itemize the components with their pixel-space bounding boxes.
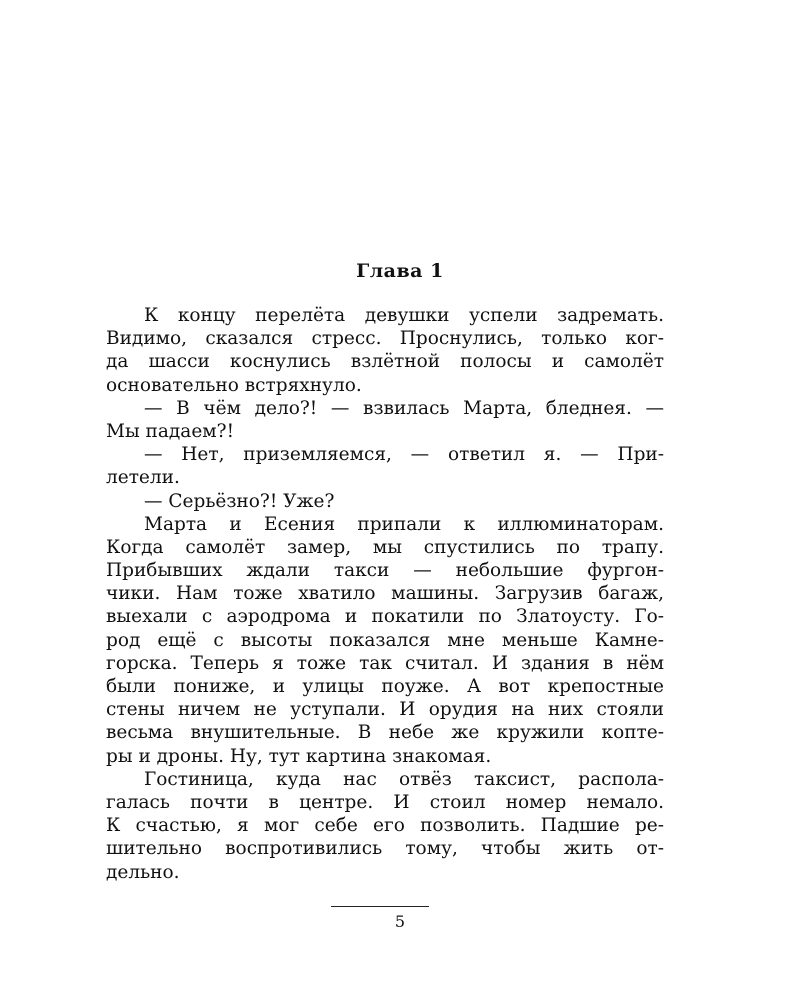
chapter-text (106, 304, 664, 884)
text-line: Мы падаем?! (106, 420, 235, 442)
text-line: Прибывших ждали такси — небольшие фургон- (106, 560, 664, 582)
text-line: горска. Теперь я тоже так считал. И здания в нём (106, 652, 664, 674)
text-line: основательно встряхнуло. (106, 374, 362, 396)
text-line: Марта и Есения припали к иллюминаторам. (144, 513, 664, 535)
text-line: выехали с аэродрома и покатили по Златоусту. Го- (106, 606, 664, 628)
text-line: Когда самолёт замер, мы спустились по трапу. (106, 536, 664, 558)
text-line: да шасси коснулись взлётной полосы и самолёт (106, 351, 664, 373)
text-line: К счастью, я мог себе его позволить. Падшие ре- (106, 815, 664, 837)
text-line: дельно. (106, 861, 180, 883)
page-number: 5 (394, 912, 406, 931)
text-line: весьма внушительные. В небе же кружили копте- (106, 722, 664, 744)
text-line: Гостиница, куда нас отвёз таксист, распола- (144, 768, 664, 790)
text-line: Видимо, сказался стресс. Проснулись, только ког- (106, 328, 664, 350)
text-line: К концу перелёта девушки успели задремать. (144, 305, 664, 326)
text-line: были пониже, и улицы поуже. А вот крепостные (106, 676, 664, 697)
footer-divider (331, 906, 429, 907)
text-line: летели. (106, 467, 180, 489)
text-line: род ещё с высоты показался мне меньше Камне- (106, 629, 664, 651)
text-line: чики. Нам тоже хватило машины. Загрузив багаж, (106, 583, 664, 605)
text-line: — В чём дело?! — взвилась Марта, бледнея. — (144, 397, 664, 419)
text-line: ры и дроны. Ну, тут картина знакомая. (106, 745, 492, 767)
text-line: — Нет, приземляемся, — ответил я. — При- (144, 444, 664, 466)
chapter-title: Глава 1 (356, 260, 444, 282)
text-line: галась почти в центре. И стоил номер немало. (106, 791, 664, 813)
text-line: шительно воспротивились тому, чтобы жить от- (106, 838, 664, 860)
text-line: — Серьёзно?! Уже? (144, 490, 335, 512)
text-line: стены ничем не уступали. И орудия на них стояли (106, 699, 664, 721)
